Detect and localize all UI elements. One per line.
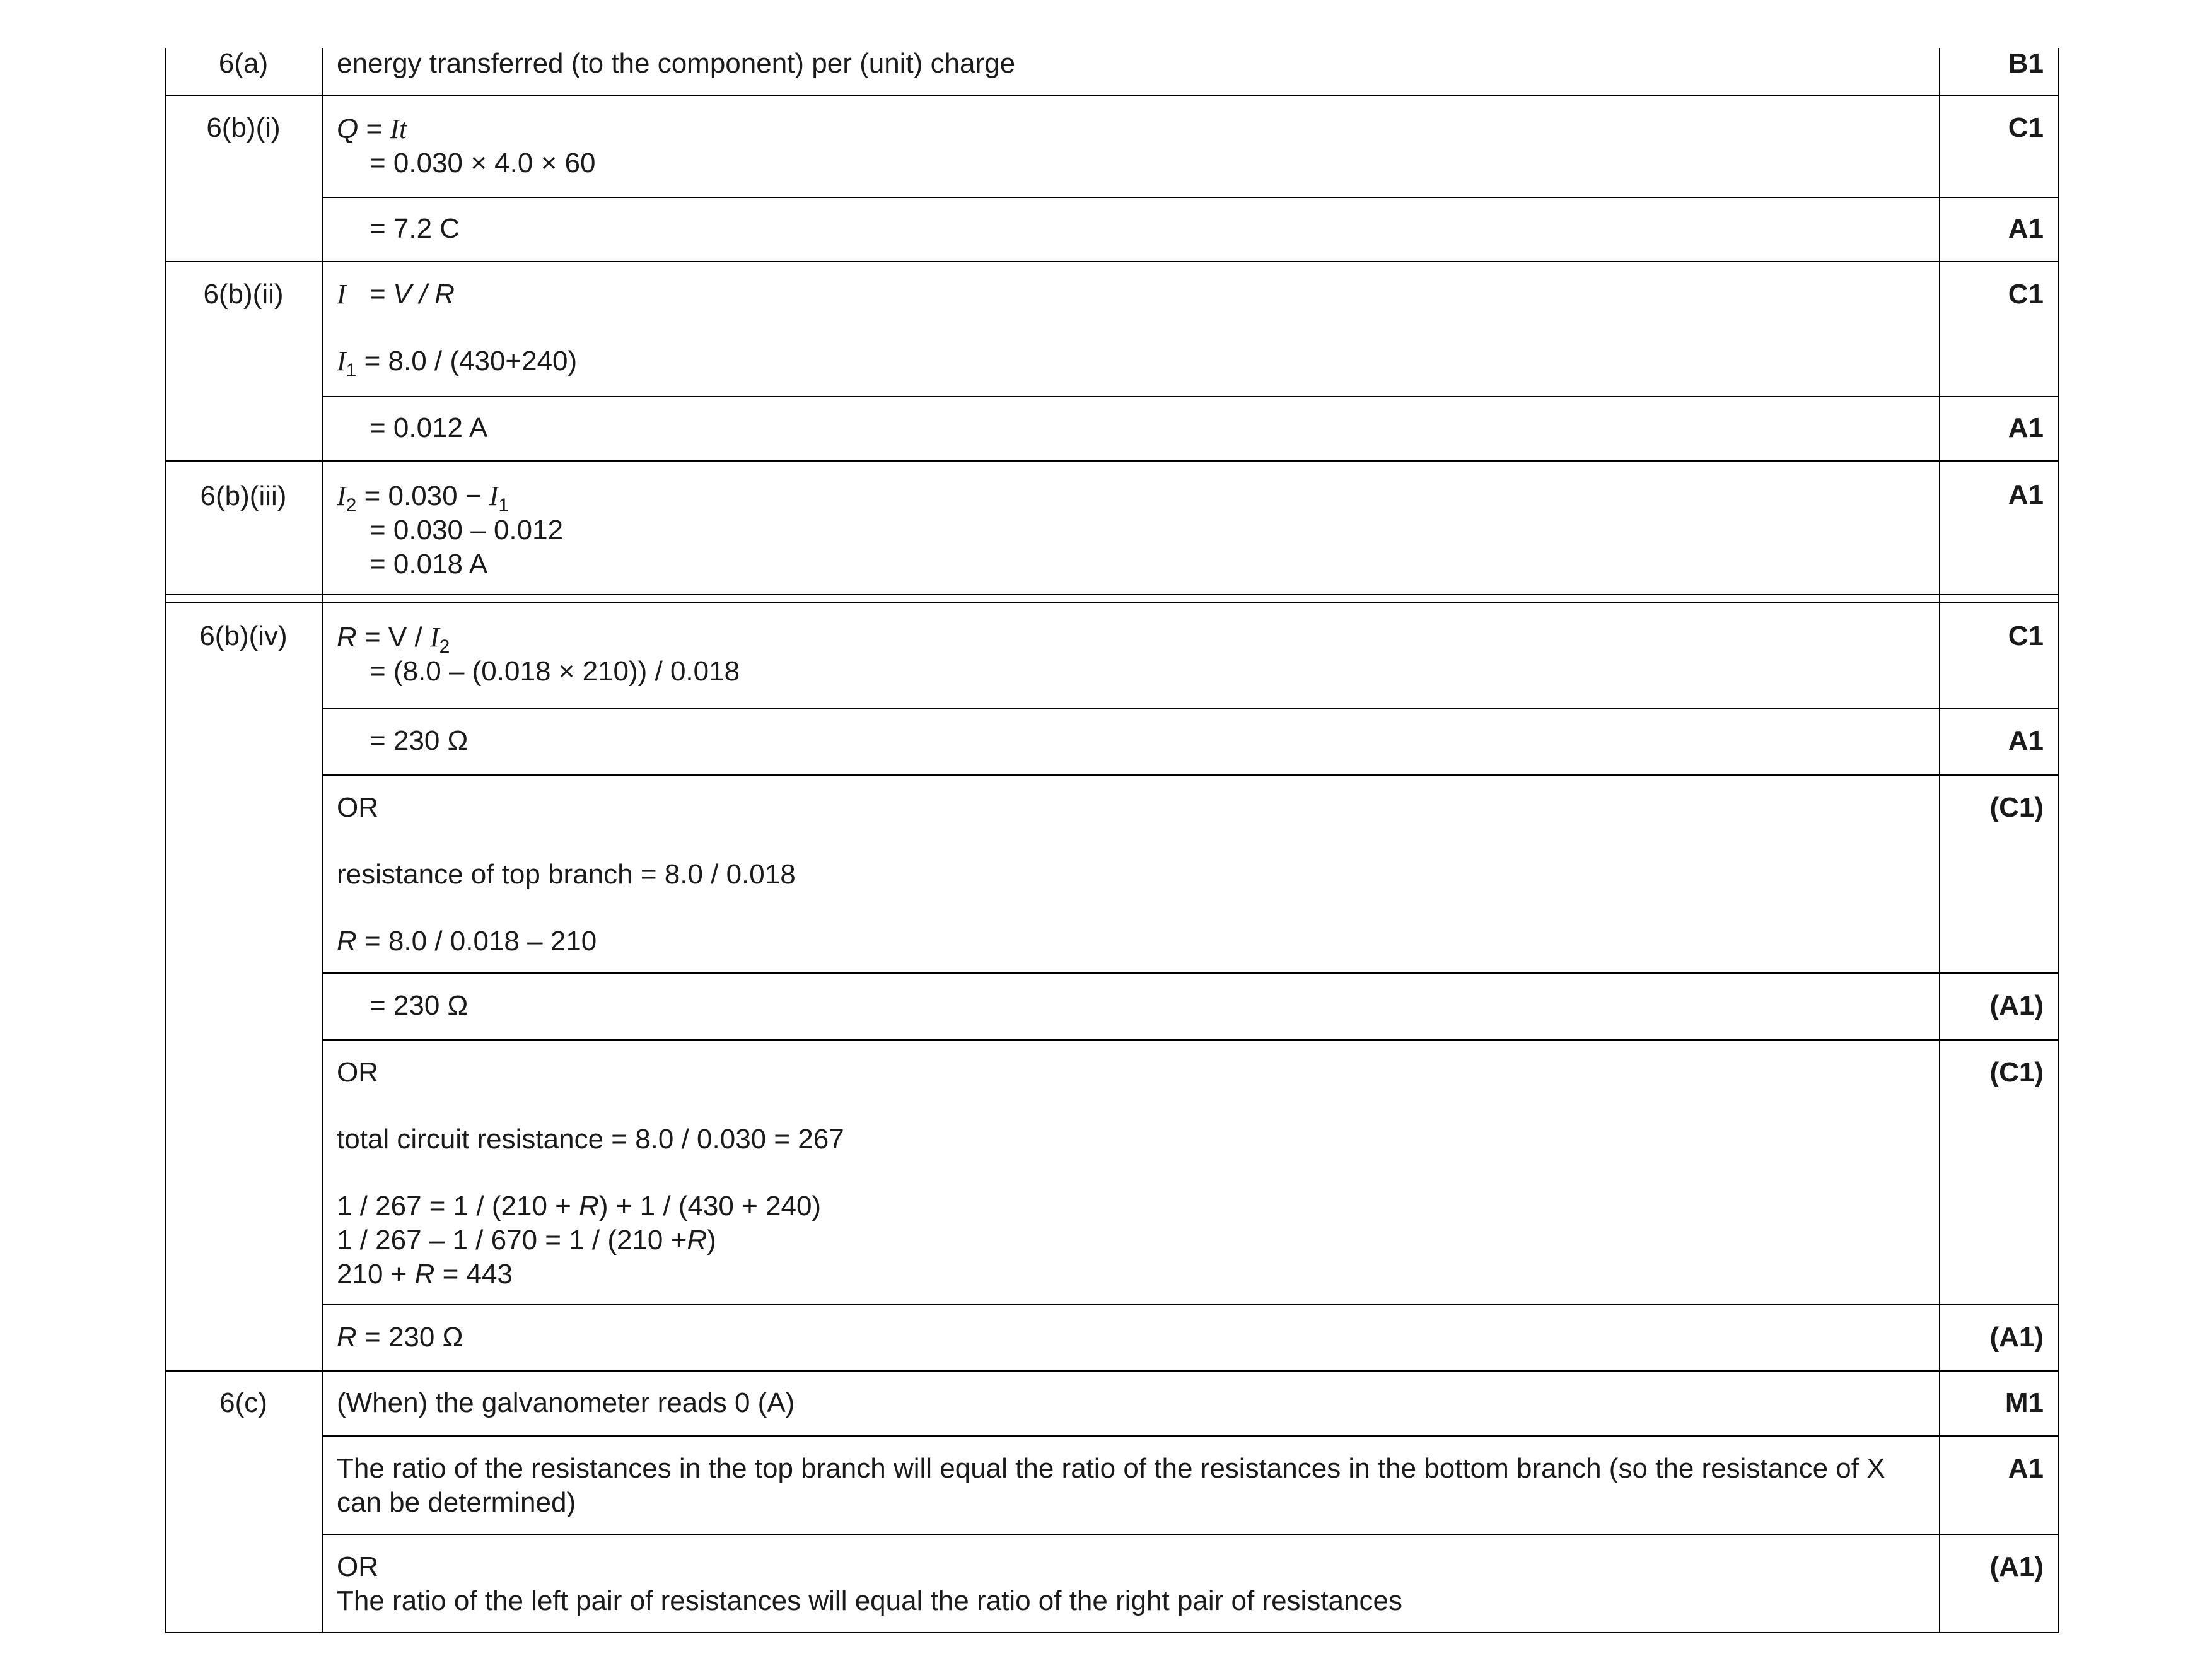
mark-6c-a1: A1 — [2008, 1453, 2044, 1484]
equation-rhs: = 8.0 / (430+240) — [364, 346, 578, 376]
equation-line — [337, 112, 1926, 146]
mark-6bi-a1: A1 — [2008, 213, 2044, 244]
subrow-divider — [322, 396, 2059, 397]
mark-6c-alt-a1: (A1) — [1989, 1551, 2044, 1582]
answer-6biv-c1 — [337, 621, 1926, 689]
equation-line — [337, 924, 1926, 959]
answer-6biii-a1 — [337, 479, 1926, 581]
symbol-I: I — [489, 481, 499, 511]
subrow-divider — [322, 1304, 2059, 1305]
question-label-6a: 6(a) — [218, 48, 269, 79]
question-label-6bii: 6(b)(ii) — [203, 279, 284, 310]
row-divider — [165, 1370, 2059, 1372]
answer-6biv-alt1-result — [337, 989, 1926, 1023]
mark-6biii-a1: A1 — [2008, 479, 2044, 510]
answer-6c-alt — [337, 1550, 1926, 1618]
equation-rhs: = 230 Ω — [364, 1322, 463, 1353]
answer-6a — [337, 47, 1926, 81]
equation-rhs: = 0.030 − — [364, 481, 482, 511]
row-divider — [165, 594, 2059, 595]
symbol-R: R — [337, 622, 357, 653]
answer-text: = 230 Ω — [370, 725, 469, 756]
answer-6bii-a1 — [337, 411, 1926, 445]
mark-6bii-c1: C1 — [2008, 279, 2044, 310]
symbol-I: I — [337, 279, 346, 310]
symbol-I: I — [429, 622, 439, 653]
equation-line: = 0.018 A — [370, 549, 488, 580]
mark-6biv-c1: C1 — [2008, 621, 2044, 651]
mark-6bii-a1: A1 — [2008, 412, 2044, 443]
row-divider — [165, 261, 2059, 262]
equation-part: 1 / 267 = 1 / (210 + — [337, 1191, 571, 1221]
subrow-divider — [322, 972, 2059, 974]
symbol-I: I — [337, 481, 346, 511]
subscript: 1 — [498, 494, 509, 516]
symbol-R: R — [414, 1259, 435, 1290]
symbol-R: R — [337, 1322, 357, 1353]
question-label-6c: 6(c) — [219, 1387, 267, 1418]
answer-6bi-a1 — [337, 212, 1926, 246]
equation-part: = 443 — [442, 1259, 513, 1290]
mark-6biv-alt1-c1: (C1) — [1989, 792, 2044, 823]
mark-6biv-alt1-a1: (A1) — [1989, 990, 2044, 1021]
equation-line: = 0.030 – 0.012 — [370, 515, 564, 545]
equation-line — [337, 1257, 1926, 1291]
equation-line — [337, 1320, 1926, 1355]
equation-line: = (8.0 – (0.018 × 210)) / 0.018 — [370, 656, 740, 687]
symbol-I: I — [337, 346, 346, 376]
subrow-divider — [322, 1534, 2059, 1535]
answer-text: = 0.012 A — [370, 412, 488, 443]
equation-line — [337, 479, 1926, 516]
subrow-divider — [322, 197, 2059, 198]
equation-rhs: = V / — [364, 622, 422, 653]
mark-6biv-alt2-a1: (A1) — [1989, 1322, 2044, 1353]
equals-sign: = — [366, 114, 383, 144]
table-border-bottom — [165, 1632, 2059, 1633]
or-label: OR — [337, 1057, 378, 1088]
answer-6bi-c1 — [337, 112, 1926, 180]
subrow-divider — [322, 708, 2059, 709]
answer-6biv-alt2 — [337, 1056, 1926, 1291]
symbol-Q: Q — [337, 114, 359, 144]
answer-6c-a1 — [337, 1452, 1926, 1520]
subscript: 2 — [439, 636, 450, 657]
subrow-divider — [322, 1435, 2059, 1437]
equation-line — [337, 344, 1926, 381]
symbol-It: It — [390, 114, 407, 144]
answer-6bii-c1 — [337, 277, 1926, 381]
table-border-right — [2058, 48, 2059, 1633]
symbol-R: R — [687, 1225, 707, 1256]
mark-6a: B1 — [2008, 48, 2044, 79]
equation-line: resistance of top branch = 8.0 / 0.018 — [337, 859, 796, 890]
answer-text: = 230 Ω — [370, 990, 469, 1021]
equation-line: = 0.030 × 4.0 × 60 — [370, 148, 596, 178]
equation-line — [337, 1189, 1926, 1223]
answer-6c-m1 — [337, 1386, 1926, 1420]
equation-line — [337, 277, 1926, 312]
equation-line — [337, 1223, 1926, 1257]
answer-text: = 7.2 C — [370, 213, 460, 244]
row-divider — [165, 602, 2059, 603]
mark-6biv-alt2-c1: (C1) — [1989, 1057, 2044, 1088]
symbol-R: R — [579, 1191, 599, 1221]
answer-text: The ratio of the left pair of resistances will equal the ratio of the right pair of resistances — [337, 1585, 1402, 1616]
mark-6c-m1: M1 — [2005, 1387, 2044, 1418]
subscript: 1 — [346, 359, 357, 381]
equation-part: ) — [707, 1225, 716, 1256]
equation-line — [337, 621, 1926, 655]
row-divider — [165, 95, 2059, 96]
equation-part: ) + 1 / (430 + 240) — [598, 1191, 822, 1221]
equation-rhs: = V / R — [369, 279, 455, 310]
mark-6bi-c1: C1 — [2008, 112, 2044, 143]
answer-text: (When) the galvanometer reads 0 (A) — [337, 1387, 795, 1418]
answer-6biv-a1 — [337, 724, 1926, 758]
answer-text: energy transferred (to the component) per (unit) charge — [337, 48, 1016, 79]
column-divider-1 — [322, 48, 323, 1633]
or-label: OR — [337, 1551, 378, 1582]
subscript: 2 — [346, 494, 357, 516]
equation-rhs: = 8.0 / 0.018 – 210 — [364, 926, 597, 957]
equation-part: 1 / 267 – 1 / 670 = 1 / (210 + — [337, 1225, 687, 1256]
equation-line: total circuit resistance = 8.0 / 0.030 = 267 — [337, 1124, 844, 1155]
question-label-6biv: 6(b)(iv) — [199, 621, 288, 651]
subrow-divider — [322, 1039, 2059, 1041]
row-divider — [165, 460, 2059, 462]
or-label: OR — [337, 792, 378, 823]
answer-6biv-alt1 — [337, 791, 1926, 959]
question-label-6biii: 6(b)(iii) — [200, 481, 287, 511]
answer-6biv-alt2-result — [337, 1320, 1926, 1355]
symbol-R: R — [337, 926, 357, 957]
question-label-6bi: 6(b)(i) — [206, 112, 281, 143]
answer-text: The ratio of the resistances in the top branch will equal the ratio of the resistances in the bottom branch (so the resistance of X can be determined) — [337, 1453, 1885, 1518]
subrow-divider — [322, 774, 2059, 776]
equation-part: 210 + — [337, 1259, 407, 1290]
mark-6biv-a1: A1 — [2008, 725, 2044, 756]
